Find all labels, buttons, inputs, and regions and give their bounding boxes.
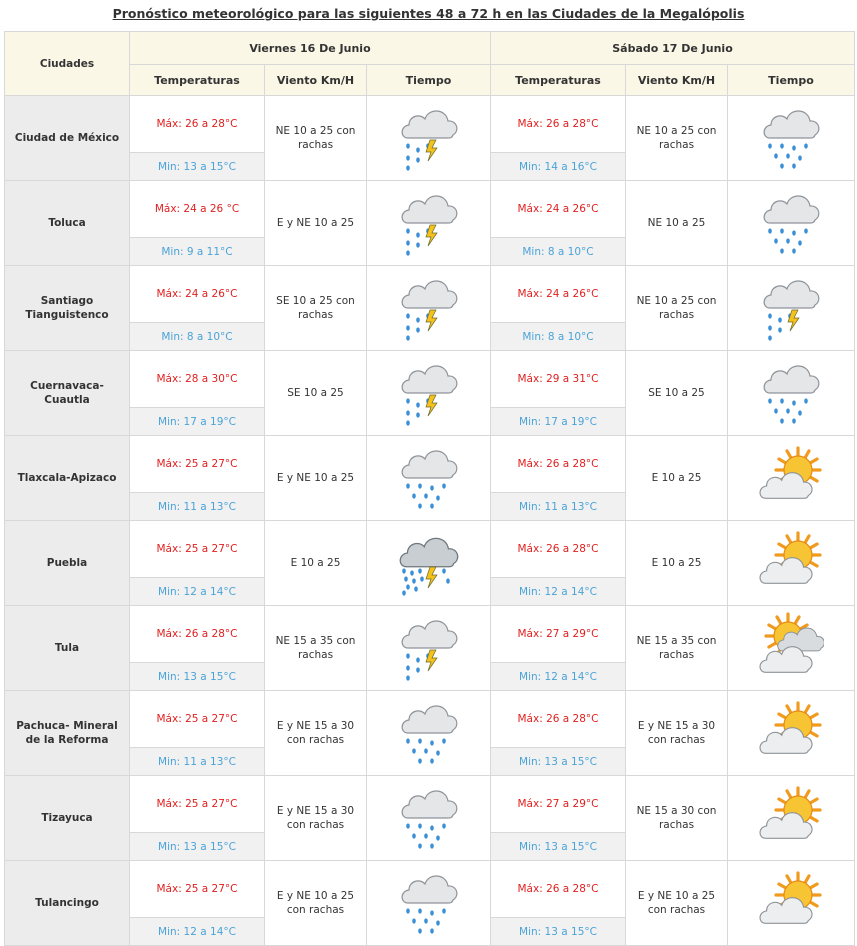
min-temp: Min: 12 a 14°C: [491, 663, 626, 691]
max-temp: Máx: 25 a 27°C: [130, 691, 265, 748]
max-temp: Máx: 26 a 28°C: [130, 96, 265, 153]
min-temp: Min: 11 a 13°C: [130, 748, 265, 776]
partly-cloudy-icon: [758, 527, 824, 599]
weather-cell: [728, 861, 855, 946]
header-day2: Sábado 17 De Junio: [491, 32, 855, 65]
weather-cell: [367, 861, 491, 946]
storm-rain-icon: [396, 612, 462, 684]
wind: E y NE 15 a 30 con rachas: [265, 691, 367, 776]
header-viento: Viento Km/H: [265, 65, 367, 96]
rain-icon: [396, 867, 462, 939]
city-name: Tizayuca: [5, 776, 130, 861]
min-temp: Min: 12 a 14°C: [130, 578, 265, 606]
table-row: [5, 436, 855, 493]
weather-cell: [367, 96, 491, 181]
partly-cloudy-icon: [758, 782, 824, 854]
min-temp: Min: 13 a 15°C: [491, 833, 626, 861]
max-temp: Máx: 26 a 28°C: [491, 691, 626, 748]
weather-cell: [367, 691, 491, 776]
weather-cell: [728, 96, 855, 181]
min-temp: Min: 17 a 19°C: [130, 408, 265, 436]
weather-cell: [728, 266, 855, 351]
rain-icon: [758, 357, 824, 429]
city-name: Pachuca- Mineral de la Reforma: [5, 691, 130, 776]
wind: NE 10 a 25 con rachas: [626, 96, 728, 181]
min-temp: Min: 8 a 10°C: [491, 323, 626, 351]
header-tiempo: Tiempo: [367, 65, 491, 96]
table-row: [5, 266, 855, 323]
storm-rain-icon: [396, 102, 462, 174]
wind: NE 15 a 35 con rachas: [626, 606, 728, 691]
weather-cell: [367, 521, 491, 606]
wind: E 10 a 25: [626, 521, 728, 606]
max-temp: Máx: 28 a 30°C: [130, 351, 265, 408]
storm-rain-icon: [396, 272, 462, 344]
weather-cell: [728, 351, 855, 436]
wind: E y NE 10 a 25 con rachas: [626, 861, 728, 946]
partly-cloudy-icon: [758, 867, 824, 939]
storm-rain-icon: [758, 272, 824, 344]
max-temp: Máx: 25 a 27°C: [130, 436, 265, 493]
weather-cell: [367, 181, 491, 266]
table-row: [5, 691, 855, 748]
max-temp: Máx: 25 a 27°C: [130, 776, 265, 833]
table-row: [5, 521, 855, 578]
rain-icon: [396, 782, 462, 854]
city-name: Tula: [5, 606, 130, 691]
wind: NE 10 a 25: [626, 181, 728, 266]
max-temp: Máx: 24 a 26 °C: [130, 181, 265, 238]
min-temp: Min: 17 a 19°C: [491, 408, 626, 436]
weather-cell: [728, 436, 855, 521]
max-temp: Máx: 27 a 29°C: [491, 776, 626, 833]
header-temperaturas: Temperaturas: [130, 65, 265, 96]
header-tiempo: Tiempo: [728, 65, 855, 96]
city-name: Toluca: [5, 181, 130, 266]
weather-cell: [367, 266, 491, 351]
weather-cell: [367, 606, 491, 691]
min-temp: Min: 12 a 14°C: [130, 918, 265, 946]
max-temp: Máx: 26 a 28°C: [491, 436, 626, 493]
wind: E y NE 15 a 30 con rachas: [265, 776, 367, 861]
weather-cell: [728, 606, 855, 691]
header-day1: Viernes 16 De Junio: [130, 32, 491, 65]
table-row: [5, 351, 855, 408]
wind: E y NE 15 a 30 con rachas: [626, 691, 728, 776]
rain-icon: [758, 187, 824, 259]
city-name: Tlaxcala-Apizaco: [5, 436, 130, 521]
weather-cell: [367, 351, 491, 436]
rain-icon: [396, 697, 462, 769]
wind: E y NE 10 a 25 con rachas: [265, 861, 367, 946]
table-row: [5, 861, 855, 918]
storm-rain-icon: [396, 187, 462, 259]
forecast-table: [4, 31, 855, 946]
storm-rain-icon: [396, 357, 462, 429]
min-temp: Min: 8 a 10°C: [491, 238, 626, 266]
weather-cell: [367, 436, 491, 521]
wind: NE 15 a 30 con rachas: [626, 776, 728, 861]
mostly-cloudy-icon: [758, 612, 824, 684]
min-temp: Min: 9 a 11°C: [130, 238, 265, 266]
min-temp: Min: 12 a 14°C: [491, 578, 626, 606]
max-temp: Máx: 25 a 27°C: [130, 521, 265, 578]
min-temp: Min: 13 a 15°C: [130, 153, 265, 181]
wind: E y NE 10 a 25: [265, 181, 367, 266]
max-temp: Máx: 25 a 27°C: [130, 861, 265, 918]
rain-icon: [396, 442, 462, 514]
header-temperaturas: Temperaturas: [491, 65, 626, 96]
wind: E y NE 10 a 25: [265, 436, 367, 521]
partly-cloudy-icon: [758, 442, 824, 514]
max-temp: Máx: 29 a 31°C: [491, 351, 626, 408]
min-temp: Min: 8 a 10°C: [130, 323, 265, 351]
city-name: Tulancingo: [5, 861, 130, 946]
page-title: Pronóstico meteorológico para las siguientes 48 a 72 h en las Ciudades de la Megalópolis: [112, 6, 745, 21]
min-temp: Min: 13 a 15°C: [491, 918, 626, 946]
wind: E 10 a 25: [265, 521, 367, 606]
wind: SE 10 a 25: [265, 351, 367, 436]
wind: E 10 a 25: [626, 436, 728, 521]
heavy-storm-icon: [396, 527, 462, 599]
weather-cell: [728, 181, 855, 266]
city-name: Cuernavaca-Cuautla: [5, 351, 130, 436]
rain-icon: [758, 102, 824, 174]
table-row: [5, 606, 855, 663]
city-name: Puebla: [5, 521, 130, 606]
header-viento: Viento Km/H: [626, 65, 728, 96]
weather-cell: [728, 691, 855, 776]
wind: NE 15 a 35 con rachas: [265, 606, 367, 691]
min-temp: Min: 13 a 15°C: [130, 663, 265, 691]
max-temp: Máx: 26 a 28°C: [491, 861, 626, 918]
min-temp: Min: 14 a 16°C: [491, 153, 626, 181]
wind: NE 10 a 25 con rachas: [265, 96, 367, 181]
table-row: [5, 96, 855, 153]
min-temp: Min: 13 a 15°C: [130, 833, 265, 861]
partly-cloudy-icon: [758, 697, 824, 769]
city-name: Ciudad de México: [5, 96, 130, 181]
wind: NE 10 a 25 con rachas: [626, 266, 728, 351]
max-temp: Máx: 24 a 26°C: [491, 266, 626, 323]
weather-cell: [728, 521, 855, 606]
weather-cell: [367, 776, 491, 861]
weather-cell: [728, 776, 855, 861]
max-temp: Máx: 26 a 28°C: [491, 521, 626, 578]
header-ciudades: Ciudades: [5, 32, 130, 96]
table-row: [5, 181, 855, 238]
max-temp: Máx: 24 a 26°C: [130, 266, 265, 323]
max-temp: Máx: 27 a 29°C: [491, 606, 626, 663]
wind: SE 10 a 25: [626, 351, 728, 436]
table-row: [5, 776, 855, 833]
min-temp: Min: 11 a 13°C: [130, 493, 265, 521]
max-temp: Máx: 26 a 28°C: [130, 606, 265, 663]
max-temp: Máx: 26 a 28°C: [491, 96, 626, 153]
max-temp: Máx: 24 a 26°C: [491, 181, 626, 238]
city-name: Santiago Tianguistenco: [5, 266, 130, 351]
min-temp: Min: 13 a 15°C: [491, 748, 626, 776]
min-temp: Min: 11 a 13°C: [491, 493, 626, 521]
wind: SE 10 a 25 con rachas: [265, 266, 367, 351]
